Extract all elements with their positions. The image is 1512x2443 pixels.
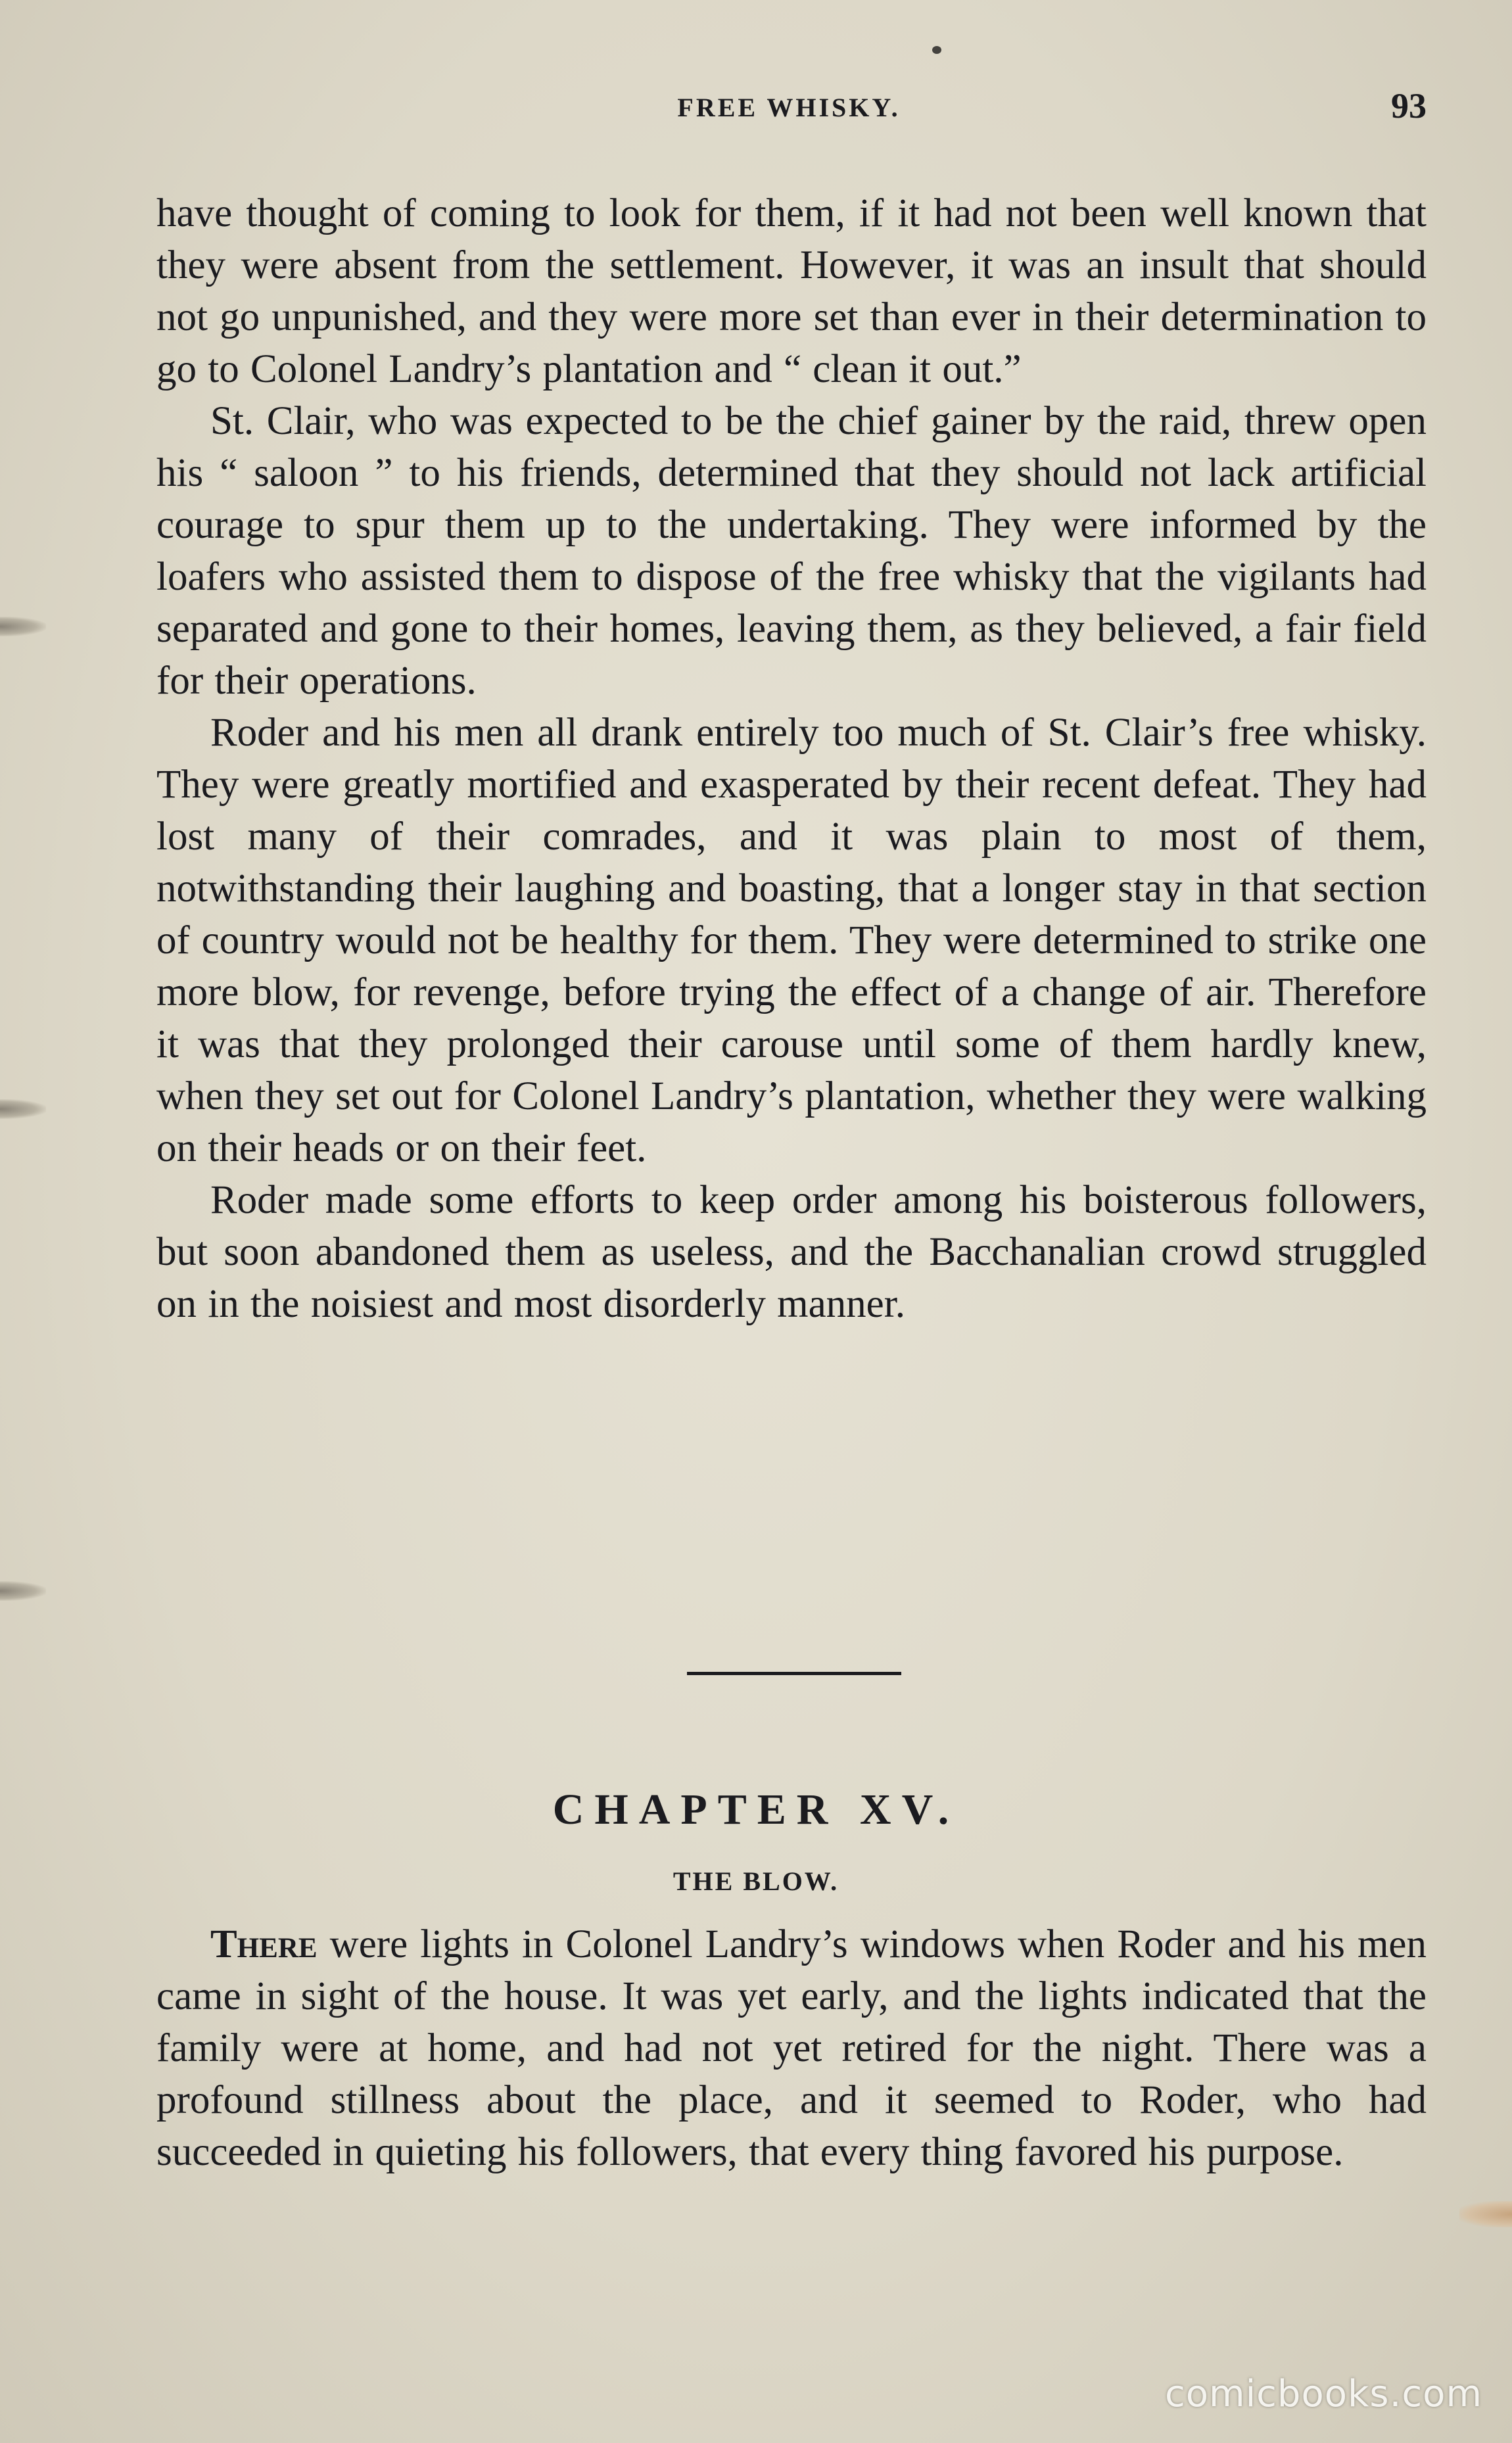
chapter-title: CHAPTER XV. [552, 1786, 960, 1834]
page-number: 93 [1391, 86, 1427, 126]
paragraph-3: Roder and his men all drank entirely too much of St. Clair’s free whisky. They were greatly mortified and exasperated by their recent defeat. They had lost many of their comrades, and it was plain to most of them, notwithstanding their laughing and boasting, that a longer stay in that section of country would not be healthy for them. They were determined to strike one more blow, for revenge, before trying the effect of a change of air. Therefore it was that they prolonged their carouse until some of them hardly knew, when they set out for Colonel Landry’s plantation, whether they were walking on their heads or on their feet. [156, 711, 1427, 1170]
paragraph-1: have thought of coming to look for them, if it had not been well known that they were absent from the settlement. However, it was an insult that should not go unpunished, and they were more set than ever in their determination to go to Colonel Landry’s plantation and “ clean it out.” [156, 191, 1427, 391]
section-divider-rule [687, 1672, 901, 1675]
paragraph-2: St. Clair, who was expected to be the chief gainer by the raid, threw open his “ saloon ” to his friends, determined that they should not lack artificial courage to spur them up to the undertaking. They were informed by the loafers who assisted them to dispose of the free whisky that the vigilants had separated and gone to their homes, leaving them, as they believed, a fair field for their operations. [156, 399, 1427, 703]
page-edge-stain [1459, 2201, 1512, 2227]
opening-word: There [210, 1922, 318, 1966]
opening-text: were lights in Colonel Landry’s windows when Roder and his men came in sight of the house. It was yet early, and the lights indicated that the family were at home, and had not yet retired for the night. There was a profound stillness about the place, and it seemed to Roder, who had succeeded in quieting his followers, that every thing favored his purpose. [156, 1922, 1427, 2174]
binding-hole-mark [0, 1581, 46, 1601]
watermark: comicbooks.com [1164, 2373, 1482, 2415]
chapter-opening-paragraph [156, 1918, 1427, 2178]
dust-speck [932, 46, 941, 54]
chapter-body [156, 1918, 1427, 2178]
body-text [156, 187, 1427, 1330]
chapter-subtitle: THE BLOW. [673, 1866, 839, 1896]
binding-hole-mark [0, 617, 46, 636]
running-head-title: FREE WHISKY. [677, 93, 901, 122]
paragraph-4: Roder made some efforts to keep order among his boisterous followers, but soon abandoned them as useless, and the Bacchanalian crowd struggled on in the noisiest and most disorderly manner. [156, 1178, 1427, 1326]
binding-hole-mark [0, 1099, 46, 1119]
running-head [151, 85, 1427, 131]
